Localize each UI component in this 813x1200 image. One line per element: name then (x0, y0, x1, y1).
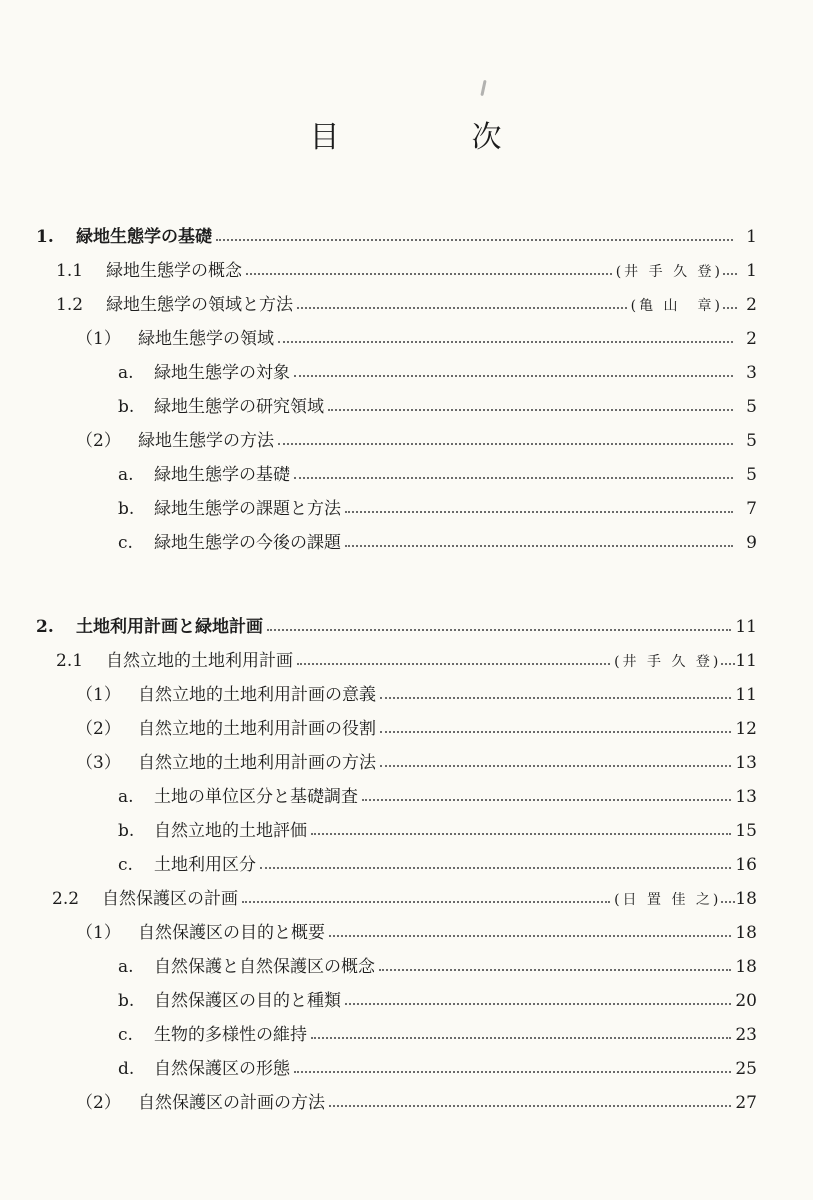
toc-entry-number: c. (118, 533, 133, 553)
toc-entry-number: b. (118, 991, 135, 1011)
toc-entry-number: b. (118, 821, 135, 841)
dot-leader (311, 1037, 731, 1039)
toc-entry (56, 254, 757, 288)
toc-entry-number: 1.2 (56, 295, 84, 315)
dot-leader (242, 901, 610, 903)
toc-entry (56, 644, 757, 678)
page-title-right: 次 (471, 120, 504, 155)
toc-entry-title: 自然保護区の計画の方法 (138, 1093, 325, 1113)
dot-leader (278, 341, 733, 343)
toc-entry-number: （1） (76, 685, 121, 705)
dot-leader (297, 663, 610, 665)
toc-entry-title: 自然保護区の目的と概要 (138, 923, 325, 943)
toc-entry-number: （1） (76, 923, 121, 943)
toc-entry-page: 18 (735, 957, 757, 977)
toc-entry-title: 自然立地的土地利用計画の役割 (138, 719, 376, 739)
toc-entry-number: 2.2 (52, 889, 80, 909)
toc-entry-page: 11 (735, 617, 757, 637)
toc-entry-title: 緑地生態学の課題と方法 (154, 499, 341, 519)
toc-entry-page: 1 (746, 227, 757, 247)
toc-entry-author: (井 手 久 登) (614, 654, 722, 670)
dot-leader (329, 935, 731, 937)
toc-entry (118, 950, 757, 984)
dot-leader (297, 307, 627, 309)
toc-entry-page: 2 (746, 329, 757, 349)
toc-entry (118, 1018, 757, 1052)
dot-leader (294, 1071, 731, 1073)
toc-entry-title: 自然保護区の目的と種類 (154, 991, 341, 1011)
toc-entry-page: 9 (746, 533, 757, 553)
toc-entry-number: a. (118, 787, 134, 807)
dot-leader (278, 443, 733, 445)
toc-entry (118, 984, 757, 1018)
page-title (0, 112, 813, 156)
toc-entry-page: 3 (746, 363, 757, 383)
toc-entry-title: 自然保護区の計画 (102, 889, 238, 909)
toc-entry-number: c. (118, 855, 133, 875)
toc-entry-title: 自然保護区の形態 (154, 1059, 290, 1079)
toc-entry (118, 492, 757, 526)
toc-entry (118, 356, 757, 390)
toc-entry-page: 18 (735, 889, 757, 909)
toc-entry (118, 814, 757, 848)
toc-entry-number: 1.1 (56, 261, 84, 281)
toc-entry-title: 緑地生態学の基礎 (76, 227, 212, 247)
toc-entry-title: 生物的多様性の維持 (154, 1025, 307, 1045)
toc-entry-page: 5 (746, 431, 757, 451)
toc-entry-number: a. (118, 465, 134, 485)
toc-entry-page: 5 (746, 397, 757, 417)
toc-entry-page: 1 (746, 261, 757, 281)
toc-entry-title: 緑地生態学の領域 (138, 329, 274, 349)
dot-leader (379, 969, 731, 971)
toc-entry-title: 自然立地的土地評価 (154, 821, 307, 841)
page-title-left: 目 (309, 120, 342, 155)
dot-leader-short (723, 307, 737, 309)
toc-entry-page: 5 (746, 465, 757, 485)
toc-entry (118, 848, 757, 882)
dot-leader (380, 697, 731, 699)
toc-entry-title: 土地利用区分 (154, 855, 256, 875)
toc-entry-number: （2） (76, 1093, 121, 1113)
print-speck (480, 80, 486, 96)
toc-entry-title: 自然立地的土地利用計画の方法 (138, 753, 376, 773)
toc-entry-title: 自然立地的土地利用計画 (106, 651, 293, 671)
toc-entry-title: 自然立地的土地利用計画の意義 (138, 685, 376, 705)
dot-leader (345, 545, 733, 547)
toc-entry (76, 322, 757, 356)
toc-entry (36, 220, 757, 254)
dot-leader (362, 799, 731, 801)
toc-entry-page: 15 (735, 821, 757, 841)
dot-leader (311, 833, 731, 835)
toc-entry-number: （2） (76, 431, 121, 451)
toc-entry (76, 916, 757, 950)
dot-leader (267, 629, 731, 631)
toc-entry-page: 27 (735, 1093, 757, 1113)
toc-entry-page: 13 (735, 787, 757, 807)
dot-leader-short (721, 663, 735, 665)
dot-leader (345, 1003, 731, 1005)
toc-entry-page: 13 (735, 753, 757, 773)
toc-entry-number: 2. (36, 617, 54, 637)
toc-entry-number: b. (118, 397, 135, 417)
toc-entry-title: 緑地生態学の研究領域 (154, 397, 324, 417)
toc-entry-page: 20 (735, 991, 757, 1011)
toc-entry (76, 678, 757, 712)
toc-entry (118, 526, 757, 560)
toc-entry-page: 25 (735, 1059, 757, 1079)
toc-entry-number: （1） (76, 329, 121, 349)
toc-entry-title: 緑地生態学の対象 (154, 363, 290, 383)
toc-entry (52, 882, 757, 916)
toc-entry-page: 11 (735, 651, 757, 671)
dot-leader (328, 409, 733, 411)
toc-entry-number: （2） (76, 719, 121, 739)
toc-entry (76, 1086, 757, 1120)
toc-entry-title: 自然保護と自然保護区の概念 (154, 957, 375, 977)
toc-entry-page: 23 (735, 1025, 757, 1045)
dot-leader-short (721, 901, 735, 903)
toc-entry-title: 緑地生態学の基礎 (154, 465, 290, 485)
toc-entry (118, 780, 757, 814)
toc-entry-number: a. (118, 957, 134, 977)
dot-leader (260, 867, 731, 869)
toc-entry-author: (亀 山 章) (630, 298, 723, 314)
dot-leader (345, 511, 733, 513)
toc-entry-number: a. (118, 363, 134, 383)
toc-entry (118, 1052, 757, 1086)
toc-entry-number: b. (118, 499, 135, 519)
toc-entry-number: 2.1 (56, 651, 84, 671)
toc-entry-number: （3） (76, 753, 121, 773)
toc-entry (76, 424, 757, 458)
toc-entry-page: 11 (735, 685, 757, 705)
dot-leader (329, 1105, 731, 1107)
toc-entry-number: 1. (36, 227, 54, 247)
toc-entry-page: 12 (735, 719, 757, 739)
dot-leader (380, 765, 731, 767)
dot-leader-short (723, 273, 737, 275)
toc-entry (76, 746, 757, 780)
toc-entry-page: 2 (746, 295, 757, 315)
toc-entry-page: 16 (735, 855, 757, 875)
toc-entry-number: d. (118, 1059, 135, 1079)
toc-entry-page: 7 (746, 499, 757, 519)
toc-entry (76, 712, 757, 746)
toc-entry-title: 緑地生態学の概念 (106, 261, 242, 281)
toc-entry (56, 288, 757, 322)
dot-leader (246, 273, 612, 275)
toc-entry-title: 緑地生態学の方法 (138, 431, 274, 451)
toc-entry (118, 458, 757, 492)
dot-leader (380, 731, 731, 733)
toc-entry-title: 緑地生態学の領域と方法 (106, 295, 293, 315)
dot-leader (216, 239, 733, 241)
toc-entry-number: c. (118, 1025, 133, 1045)
toc-entry-page: 18 (735, 923, 757, 943)
toc-entry-title: 土地の単位区分と基礎調査 (154, 787, 358, 807)
toc-entry-author: (日 置 佳 之) (614, 892, 722, 908)
toc-entry-author: (井 手 久 登) (615, 264, 723, 280)
toc-entry-title: 土地利用計画と緑地計画 (76, 617, 263, 637)
toc-entry (118, 390, 757, 424)
dot-leader (294, 375, 733, 377)
toc-entry-title: 緑地生態学の今後の課題 (154, 533, 341, 553)
toc-entry (36, 610, 757, 644)
dot-leader (294, 477, 733, 479)
